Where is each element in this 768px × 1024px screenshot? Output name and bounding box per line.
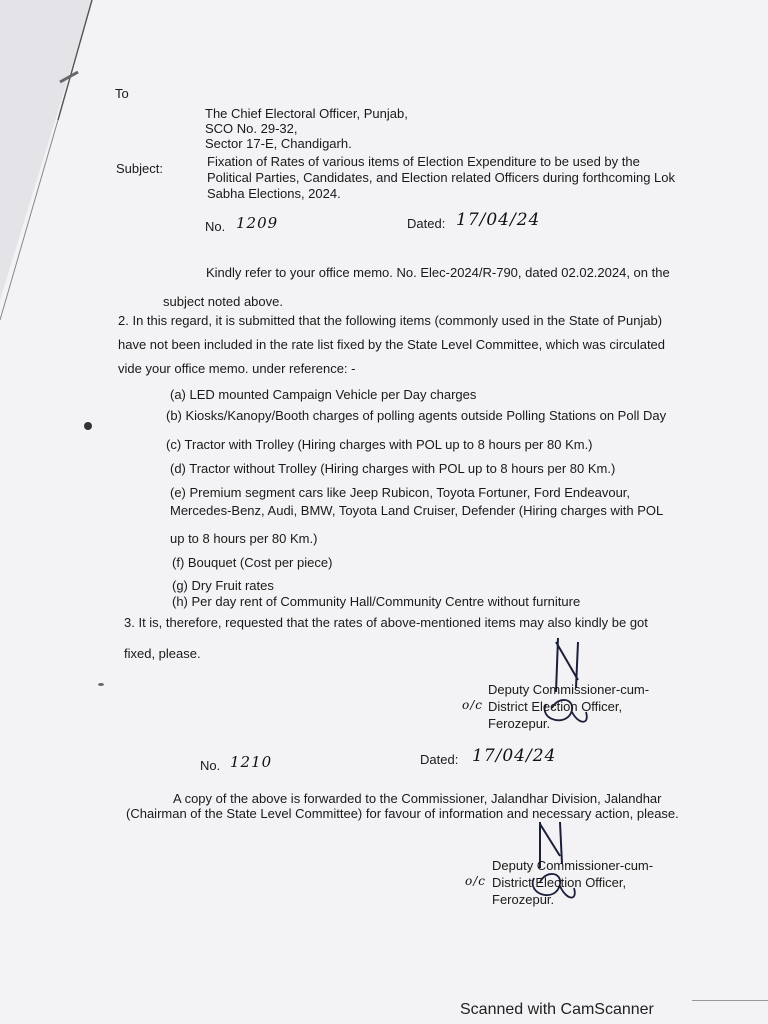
para2-line-1: 2. In this regard, it is submitted that the following items (commonly used in the State of Punjab) [118, 313, 663, 328]
addressee-line-1: The Chief Electoral Officer, Punjab, [205, 106, 408, 121]
para3-line-1: 3. It is, therefore, requested that the rates of above-mentioned items may also kindly be got [124, 615, 648, 630]
to-label: To [115, 86, 129, 101]
subject-label: Subject: [116, 161, 163, 176]
list-item: (h) Per day rent of Community Hall/Community Centre without furniture [172, 594, 581, 609]
memo2-number-label: No. [200, 758, 221, 773]
signatory2-title-line-3: Ferozepur. [492, 892, 555, 907]
signatory2-title-line-1: Deputy Commissioner-cum- [492, 858, 654, 873]
list-item: (f) Bouquet (Cost per piece) [172, 555, 333, 570]
stray-mark [98, 683, 104, 686]
subject-line-1: Fixation of Rates of various items of Election Expenditure to be used by the [207, 154, 640, 169]
list-item: up to 8 hours per 80 Km.) [170, 531, 318, 546]
memo2-date-handwritten: 17/04/24 [472, 746, 557, 766]
para3-line-2: fixed, please. [124, 646, 201, 661]
signature2-prefix: o/c [465, 874, 486, 888]
memo2-number-handwritten: 1210 [230, 753, 273, 771]
subject-line-3: Sabha Elections, 2024. [207, 186, 341, 201]
list-item: Mercedes-Benz, Audi, BMW, Toyota Land Cruiser, Defender (Hiring charges with POL [170, 503, 664, 518]
para1-line-2: subject noted above. [163, 294, 283, 309]
signatory-title-line-3: Ferozepur. [488, 716, 551, 731]
list-item: (b) Kiosks/Kanopy/Booth charges of polling agents outside Polling Stations on Poll Day [166, 408, 667, 423]
signatory-title-line-1: Deputy Commissioner-cum- [488, 682, 650, 697]
memo-number-handwritten: 1209 [236, 214, 279, 232]
list-item: (d) Tractor without Trolley (Hiring charges with POL up to 8 hours per 80 Km.) [170, 461, 616, 476]
para4-line-1: A copy of the above is forwarded to the Commissioner, Jalandhar Division, Jalandhar [173, 791, 662, 806]
addressee-line-3: Sector 17-E, Chandigarh. [205, 136, 352, 151]
para2-line-3: vide your office memo. under reference: - [118, 361, 356, 376]
list-item: (g) Dry Fruit rates [172, 578, 274, 593]
footer-rule [692, 1000, 768, 1001]
camscanner-watermark: Scanned with CamScanner [460, 1001, 654, 1018]
list-item: (a) LED mounted Campaign Vehicle per Day charges [170, 387, 477, 402]
list-item: (c) Tractor with Trolley (Hiring charges with POL up to 8 hours per 80 Km.) [166, 437, 593, 452]
memo2-dated-label: Dated: [420, 752, 459, 767]
subject-line-2: Political Parties, Candidates, and Election related Officers during forthcoming Lok [207, 170, 676, 185]
para2-line-2: have not been included in the rate list fixed by the State Level Committee, which was circulated [118, 337, 666, 352]
memo-date-handwritten: 17/04/24 [456, 210, 541, 230]
memo-dated-label: Dated: [407, 216, 446, 231]
signatory2-title-line-2: District Election Officer, [492, 875, 627, 890]
signature-prefix: o/c [462, 698, 483, 712]
hole-punch-mark [84, 422, 92, 430]
para1-line-1: Kindly refer to your office memo. No. Elec-2024/R-790, dated 02.02.2024, on the [206, 265, 670, 280]
list-item: (e) Premium segment cars like Jeep Rubicon, Toyota Fortuner, Ford Endeavour, [170, 485, 631, 500]
addressee-line-2: SCO No. 29-32, [205, 121, 298, 136]
signatory-title-line-2: District Election Officer, [488, 699, 623, 714]
para4-line-2: (Chairman of the State Level Committee) for favour of information and necessary action, please. [126, 806, 679, 821]
paper-fold-shadow [0, 0, 110, 1024]
memo-number-label: No. [205, 219, 226, 234]
